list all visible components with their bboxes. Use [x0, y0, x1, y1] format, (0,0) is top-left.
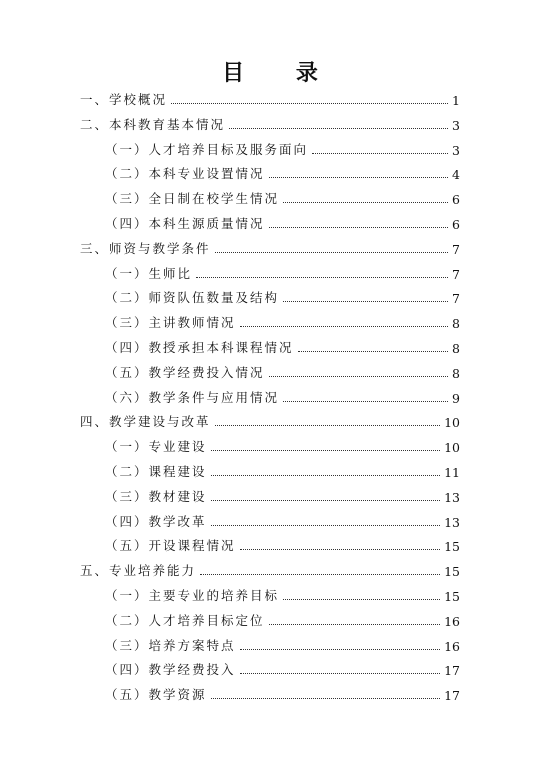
toc-entry-label: （四）教授承担本科课程情况 [105, 340, 294, 355]
toc-entry-page-number: 7 [452, 266, 460, 282]
dot-leader [283, 598, 440, 600]
dot-leader [211, 524, 441, 526]
dot-leader [200, 573, 440, 575]
toc-entry-page-number: 16 [444, 613, 460, 629]
toc-entry[interactable] [105, 138, 460, 158]
dot-leader [269, 375, 448, 377]
toc-entry[interactable] [80, 88, 460, 108]
toc-entry-page-number: 15 [444, 589, 460, 604]
toc-entry[interactable] [105, 336, 460, 356]
toc-entry-page-number: 1 [452, 93, 460, 108]
toc-entry-page-number: 16 [444, 638, 460, 654]
toc-entry-page-number: 10 [444, 440, 460, 456]
toc-entry-page-number: 13 [444, 489, 460, 505]
toc-entry-label: （二）本科专业设置情况 [105, 166, 265, 182]
dot-leader [215, 424, 441, 426]
dot-leader [240, 325, 448, 327]
toc-entry[interactable] [105, 311, 460, 331]
toc-entry-label: （一）专业建设 [105, 439, 207, 455]
toc-entry-page-number: 15 [444, 564, 460, 580]
dot-leader [171, 102, 448, 104]
toc-entry-page-number: 6 [452, 192, 460, 208]
dot-leader [312, 152, 448, 154]
toc-entry-label: 四、教学建设与改革 [80, 414, 211, 430]
toc-entry-page-number: 4 [452, 167, 460, 183]
toc-entry-page-number: 15 [444, 539, 460, 555]
dot-leader [211, 499, 441, 501]
toc-entry-page-number: 11 [444, 465, 460, 480]
dot-leader [211, 697, 441, 699]
toc-entry[interactable] [80, 410, 460, 430]
toc-entry-label: （四）教学经费投入 [105, 662, 236, 678]
dot-leader [240, 672, 441, 674]
toc-entry-label: （二）师资队伍数量及结构 [105, 290, 280, 306]
toc-entry-label: 二、本科教育基本情况 [80, 116, 226, 132]
toc-entry[interactable] [105, 460, 460, 480]
toc-entry-page-number: 6 [452, 217, 460, 232]
toc-entry[interactable] [80, 237, 460, 257]
toc-entry-label: （一）生师比 [105, 265, 193, 281]
dot-leader [269, 226, 448, 228]
toc-entry-page-number: 7 [452, 291, 460, 307]
toc-entry[interactable] [105, 584, 460, 604]
toc-entry-label: （一）人才培养目标及服务面向 [105, 141, 309, 157]
toc-entry-page-number: 8 [452, 316, 460, 332]
dot-leader [269, 623, 441, 625]
toc-entry-page-number: 17 [444, 663, 460, 679]
toc-entry[interactable] [105, 262, 460, 282]
toc-entry-page-number: 7 [452, 241, 460, 257]
toc-entry-label: （二）人才培养目标定位 [105, 612, 265, 628]
toc-entry[interactable] [105, 386, 460, 406]
toc-entry[interactable] [80, 559, 460, 579]
toc-entry-label: （五）开设课程情况 [105, 538, 236, 554]
toc-entry[interactable] [105, 212, 460, 232]
toc-entry[interactable] [105, 658, 460, 678]
dot-leader [283, 400, 448, 402]
toc-entry[interactable] [105, 534, 460, 554]
toc-entry[interactable] [105, 361, 460, 381]
toc-entry-page-number: 17 [444, 688, 460, 704]
toc-entry-label: （四）教学改革 [105, 513, 207, 529]
toc-entry-label: （一）主要专业的培养目标 [105, 588, 280, 603]
dot-leader [298, 350, 448, 352]
toc-entry-label: 一、学校概况 [80, 92, 168, 107]
toc-entry[interactable] [105, 162, 460, 182]
toc-entry[interactable] [105, 435, 460, 455]
dot-leader [211, 474, 441, 476]
toc-entry-label: （五）教学经费投入情况 [105, 364, 265, 380]
dot-leader [215, 251, 448, 253]
toc-entry-page-number: 10 [444, 415, 460, 431]
toc-entry-page-number: 3 [452, 142, 460, 158]
toc-entry-page-number: 3 [452, 117, 460, 133]
toc-entry-label: （四）本科生源质量情况 [105, 216, 265, 231]
toc-entry-label: （二）课程建设 [105, 464, 207, 479]
toc-entry[interactable] [105, 634, 460, 654]
page-title: 目 录 [222, 61, 340, 86]
toc-entry[interactable] [105, 187, 460, 207]
toc-entry[interactable] [105, 510, 460, 530]
toc-entry[interactable] [80, 113, 460, 133]
toc-entry-label: 五、专业培养能力 [80, 563, 197, 579]
dot-leader [240, 548, 441, 550]
dot-leader [269, 176, 448, 178]
toc-entry-page-number: 8 [452, 341, 460, 356]
dot-leader [211, 449, 441, 451]
toc-entry-label: （六）教学条件与应用情况 [105, 389, 280, 405]
toc-entry-page-number: 13 [444, 514, 460, 530]
toc-entry-label: （五）教学资源 [105, 687, 207, 703]
toc-entry[interactable] [105, 286, 460, 306]
dot-leader [283, 300, 448, 302]
toc-entry[interactable] [105, 683, 460, 703]
toc-entry-label: （三）全日制在校学生情况 [105, 191, 280, 207]
toc-entry-page-number: 8 [452, 365, 460, 381]
toc-entry[interactable] [105, 609, 460, 629]
dot-leader [196, 276, 448, 278]
toc-entry-page-number: 9 [452, 390, 460, 406]
toc-entry[interactable] [105, 485, 460, 505]
toc-entry-label: 三、师资与教学条件 [80, 240, 211, 256]
toc-entry-label: （三）主讲教师情况 [105, 315, 236, 331]
dot-leader [229, 127, 448, 129]
dot-leader [283, 201, 448, 203]
toc-entry-label: （三）培养方案特点 [105, 637, 236, 653]
toc-entry-label: （三）教材建设 [105, 488, 207, 504]
dot-leader [240, 648, 441, 650]
